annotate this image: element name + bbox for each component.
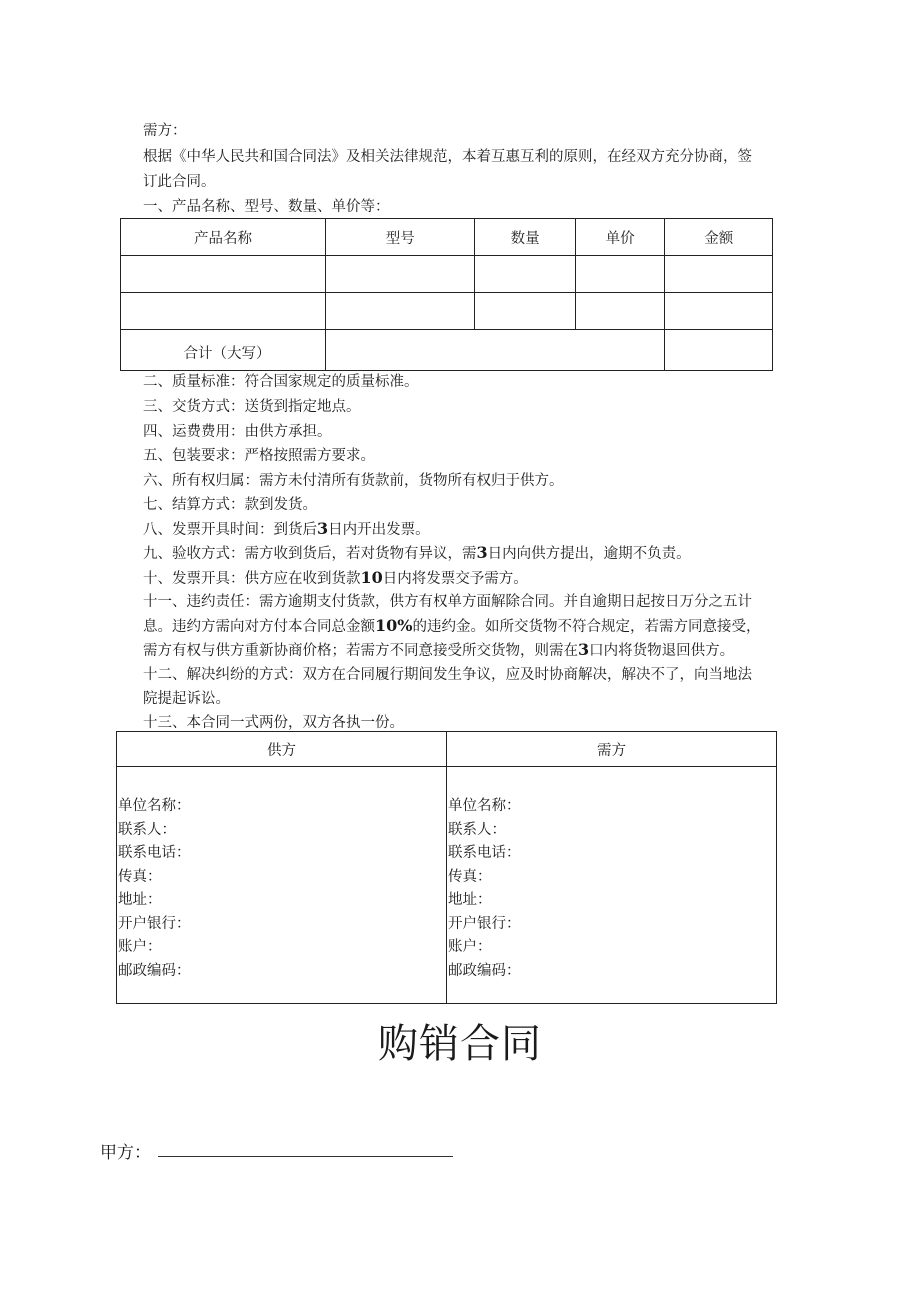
clause-10-text-a: 十、发票开具：供方应在收到货款 — [143, 571, 361, 587]
header-unit-price: 单价 — [575, 219, 665, 256]
table-row — [121, 256, 773, 293]
clause-10 — [143, 569, 528, 588]
clause-11-line-3 — [143, 641, 734, 660]
clause-7: 七、结算方式：款到发货。 — [143, 497, 317, 513]
buyer-phone[interactable]: 联系电话： — [448, 845, 521, 861]
party-a-input-line[interactable] — [158, 1156, 453, 1157]
table-cell[interactable] — [326, 256, 475, 293]
buyer-account[interactable]: 账户： — [448, 939, 492, 955]
table-cell[interactable] — [665, 293, 773, 330]
total-amount[interactable] — [665, 330, 773, 371]
buyer-label: 需方： — [143, 123, 187, 139]
clause-11-text-d: 口内将货物退回供方。 — [589, 643, 735, 659]
buyer-contact[interactable]: 联系人： — [448, 821, 506, 838]
clause-3: 三、交货方式：送货到指定地点。 — [143, 399, 361, 415]
clause-10-text-b: 日内将发票交予需方。 — [382, 571, 528, 587]
supplier-header: 供方 — [117, 732, 447, 767]
clause-8-text-a: 八、发票开具时间：到货后 — [143, 522, 317, 538]
supplier-info — [117, 767, 447, 1004]
total-row — [121, 330, 773, 371]
supplier-phone[interactable]: 联系电话： — [118, 845, 191, 861]
clause-8 — [143, 520, 430, 539]
clause-6: 六、所有权归属：需方未付清所有货款前，货物所有权归于供方。 — [143, 473, 564, 489]
intro-line-1: 根据《中华人民共和国合同法》及相关法律规范，本着互惠互利的原则，在经双方充分协商，签 — [143, 149, 752, 165]
supplier-contact[interactable]: 联系人： — [118, 821, 176, 838]
clause-8-text-b: 日内开出发票。 — [328, 522, 430, 538]
buyer-address[interactable]: 地址： — [448, 892, 492, 908]
table-cell[interactable] — [475, 293, 576, 330]
buyer-bank[interactable]: 开户银行： — [448, 915, 521, 932]
table-cell[interactable] — [665, 256, 773, 293]
clause-11-line-2 — [143, 617, 760, 636]
clause-12-line-2: 院提起诉讼。 — [143, 691, 230, 707]
clause-11-text-a: 息。违约方需向对方付本合同总金额 — [143, 619, 375, 635]
clause-13: 十三、本合同一式两份，双方各执一份。 — [143, 715, 404, 731]
supplier-fax[interactable]: 传真： — [118, 868, 162, 885]
buyer-header: 需方 — [447, 732, 777, 767]
total-amount-words[interactable] — [326, 330, 665, 371]
party-a-label: 甲方： — [100, 1143, 151, 1163]
clause-11-text-b: 的违约金。如所交货物不符合规定，若需方同意接受， — [412, 619, 761, 635]
supplier-postcode[interactable]: 邮政编码： — [118, 962, 191, 979]
total-label: 合计（大写） — [121, 330, 326, 371]
supplier-address[interactable]: 地址： — [118, 892, 162, 908]
header-model: 型号 — [326, 219, 475, 256]
clause-8-days: 3 — [317, 519, 329, 538]
supplier-account[interactable]: 账户： — [118, 939, 162, 955]
header-product-name: 产品名称 — [121, 219, 326, 256]
buyer-fax[interactable]: 传真： — [448, 868, 492, 885]
buyer-postcode[interactable]: 邮政编码： — [448, 962, 521, 979]
section-1-heading: 一、产品名称、型号、数量、单价等： — [143, 199, 390, 215]
clause-11-line-1: 十一、违约责任：需方逾期支付货款，供方有权单方面解除合同。并自逾期日起按日万分之五计 — [143, 594, 752, 610]
document-title: 购销合同 — [378, 1021, 542, 1067]
clause-12-line-1: 十二、解决纠纷的方式：双方在合同履行期间发生争议，应及时协商解决，解决不了，向当地法 — [143, 667, 752, 683]
table-cell[interactable] — [575, 256, 665, 293]
table-cell[interactable] — [121, 293, 326, 330]
table-cell[interactable] — [475, 256, 576, 293]
table-cell[interactable] — [326, 293, 475, 330]
signature-header-row — [117, 732, 777, 767]
buyer-company-name[interactable]: 单位名称： — [448, 798, 521, 814]
clause-4: 四、运费费用：由供方承担。 — [143, 424, 332, 440]
clause-2: 二、质量标准：符合国家规定的质量标准。 — [143, 374, 419, 390]
product-table — [120, 218, 773, 371]
signature-body-row — [117, 767, 777, 1004]
product-table-header — [121, 219, 773, 256]
signature-table — [116, 731, 777, 1004]
clause-11-text-c: 需方有权与供方重新协商价格；若需方不同意接受所交货物，则需在 — [143, 643, 578, 659]
header-amount: 金额 — [665, 219, 773, 256]
table-cell[interactable] — [121, 256, 326, 293]
clause-11-percent: 10% — [375, 616, 413, 635]
clause-9 — [143, 544, 691, 563]
clause-9-text-a: 九、验收方式：需方收到货后，若对货物有异议，需 — [143, 546, 477, 562]
header-quantity: 数量 — [475, 219, 576, 256]
clause-9-text-b: 日内向供方提出，逾期不负责。 — [487, 546, 691, 562]
table-row — [121, 293, 773, 330]
supplier-company-name[interactable]: 单位名称： — [118, 798, 191, 814]
buyer-info — [447, 767, 777, 1004]
table-cell[interactable] — [575, 293, 665, 330]
clause-5: 五、包装要求：严格按照需方要求。 — [143, 448, 375, 464]
clause-9-days: 3 — [476, 543, 488, 562]
intro-line-2: 订此合同。 — [143, 174, 216, 190]
clause-11-days: 3 — [578, 640, 590, 659]
clause-10-days: 10 — [360, 568, 383, 587]
supplier-bank[interactable]: 开户银行： — [118, 915, 191, 932]
